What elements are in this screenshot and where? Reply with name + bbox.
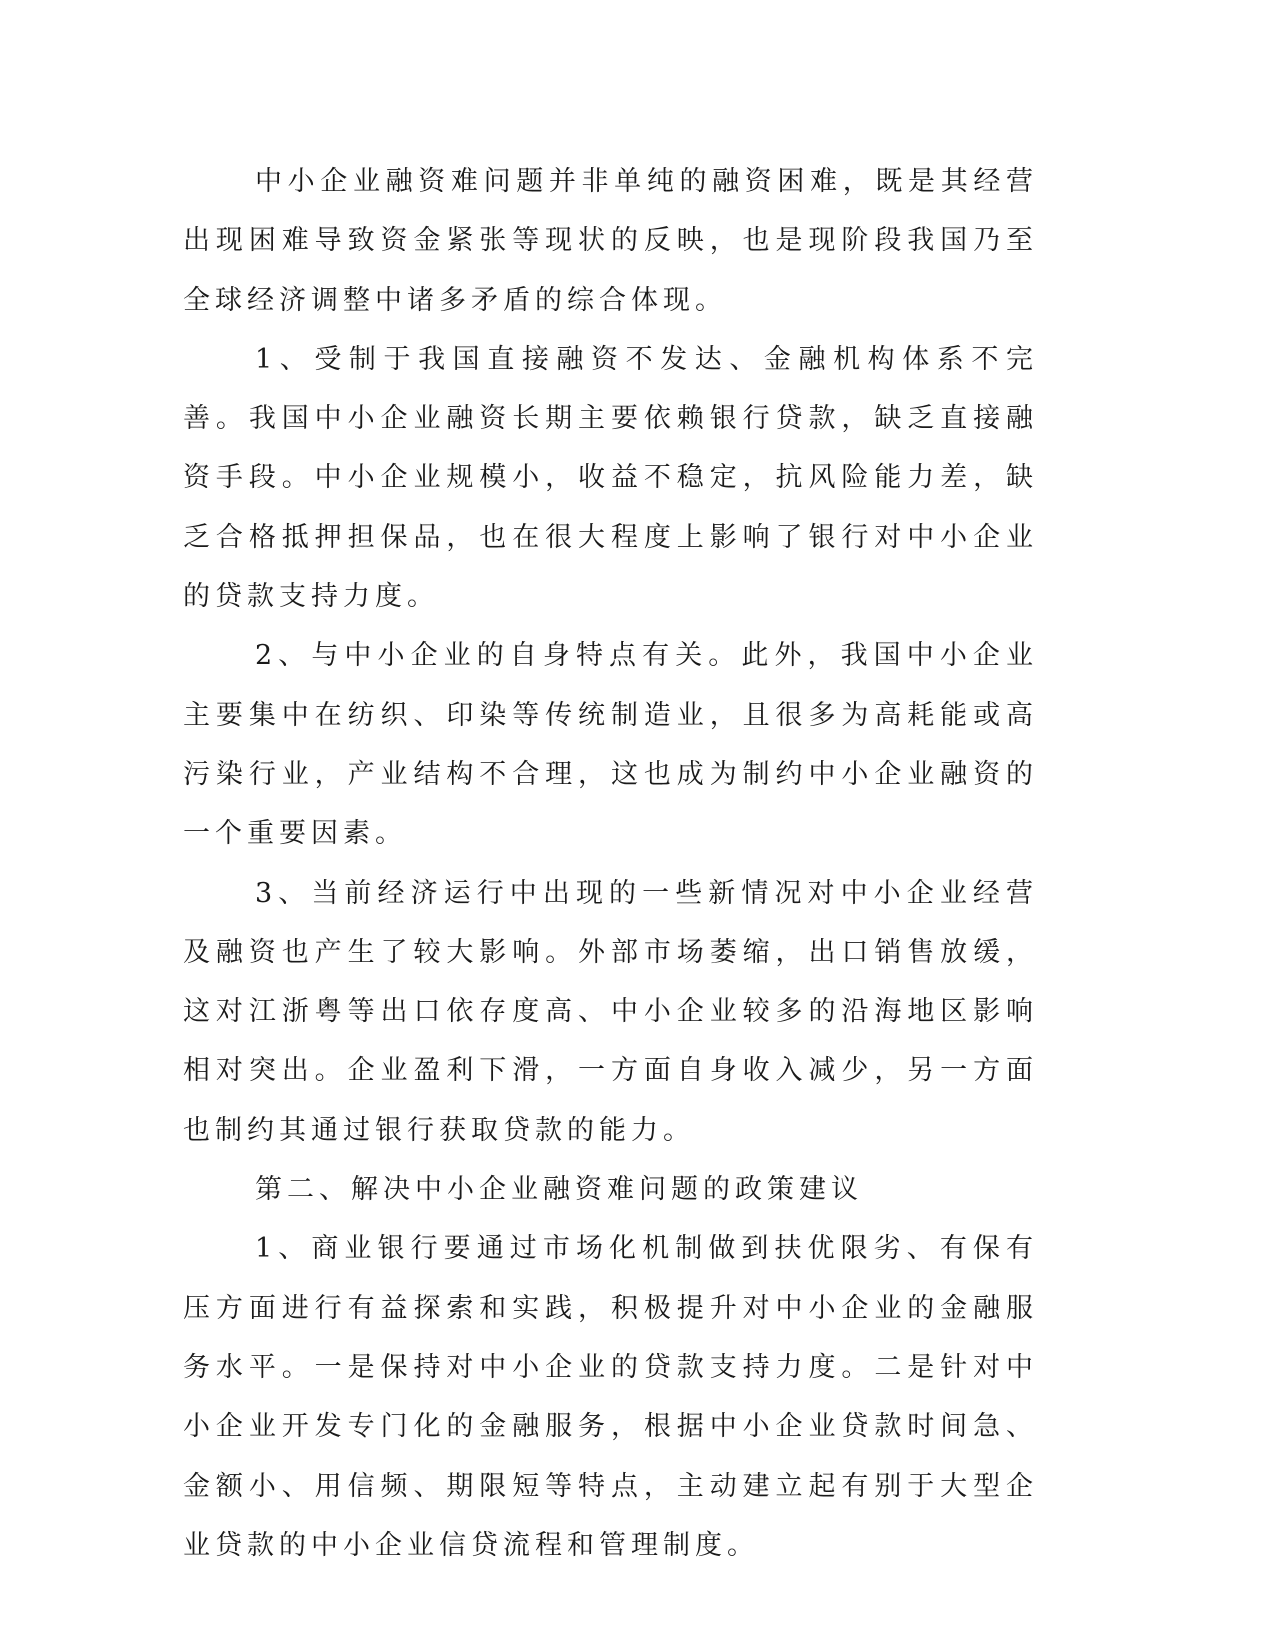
paragraph-point-3: 3、当前经济运行中出现的一些新情况对中小企业经营及融资也产生了较大影响。外部市场萎缩，出口销售放缓，这对江浙粤等出口依存度高、中小企业较多的沿海地区影响相对突出。企业盈利下滑，一方面自身收入减少，另一方面也制约其通过银行获取贷款的能力。: [183, 877, 1038, 1146]
paragraph-intro: 中小企业融资难问题并非单纯的融资困难，既是其经营出现困难导致资金紧张等现状的反映，也是现阶段我国乃至全球经济调整中诸多矛盾的综合体现。: [183, 166, 1038, 316]
section-heading: 第二、解决中小企业融资难问题的政策建议: [255, 1174, 863, 1206]
paragraph-point-2: 2、与中小企业的自身特点有关。此外，我国中小企业主要集中在纺织、印染等传统制造业，且很多为高耗能或高污染行业，产业结构不合理，这也成为制约中小企业融资的一个重要因素。: [183, 640, 1038, 850]
document-body: [183, 152, 1038, 1575]
paragraph-point-1: 1、受制于我国直接融资不发达、金融机构体系不完善。我国中小企业融资长期主要依赖银行贷款，缺乏直接融资手段。中小企业规模小，收益不稳定，抗风险能力差，缺乏合格抵押担保品，也在很大程度上影响了银行对中小企业的贷款支持力度。: [183, 343, 1038, 613]
paragraph-suggestion-1: 1、商业银行要通过市场化机制做到扶优限劣、有保有压方面进行有益探索和实践，积极提升对中小企业的金融服务水平。一是保持对中小企业的贷款支持力度。二是针对中小企业开发专门化的金融服务，根据中小企业贷款时间急、金额小、用信频、期限短等特点，主动建立起有别于大型企业贷款的中小企业信贷流程和管理制度。: [183, 1233, 1038, 1561]
